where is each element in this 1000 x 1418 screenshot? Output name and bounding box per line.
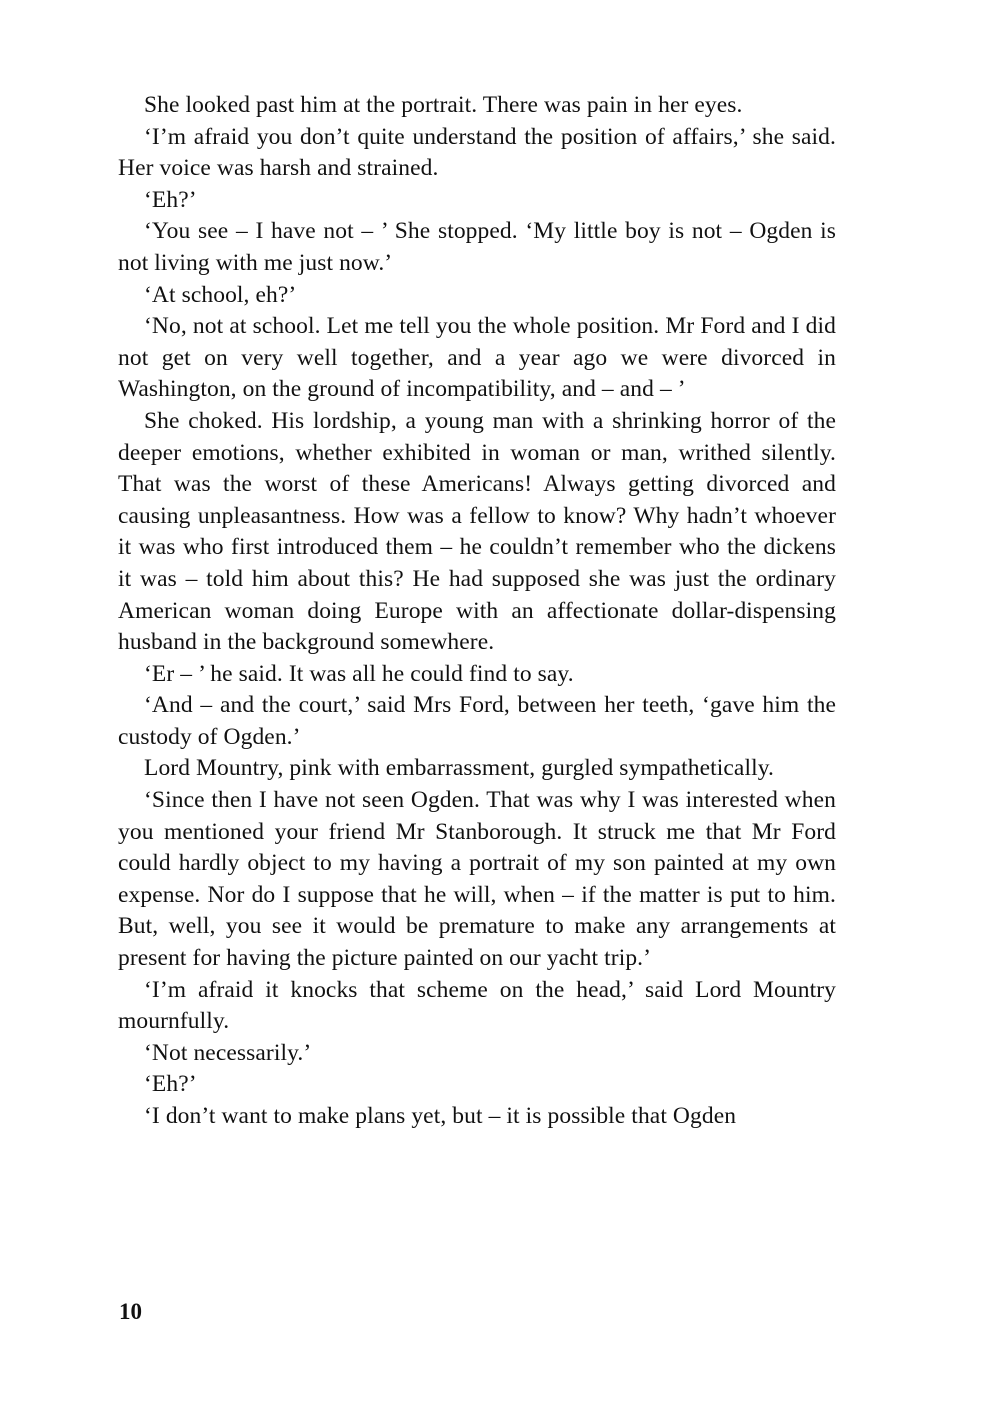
paragraph-7: She choked. His lordship, a young man with a shrinking horror of the deeper emotions, whether exhibited in woman or man, writhed silently. That was the worst of these Americans! Always getting divorced and causing unpleasantness. How was a fellow to know? Why hadn’t whoever it was who first introduced them – he couldn’t remember who the dickens it was – told him about this? He had supposed she was just the ordinary American woman doing Europe with an affectionate dollar-dispensing husband in the background somewhere. (118, 407, 836, 656)
paragraph-8: ‘Er – ’ he said. It was all he could find to say. (144, 660, 574, 687)
paragraph-12: ‘I’m afraid it knocks that scheme on the head,’ said Lord Mountry mournfully. (118, 976, 836, 1035)
paragraph-4: ‘You see – I have not – ’ She stopped. ‘My little boy is not – Ogden is not living with me just now.’ (118, 218, 836, 276)
paragraph-9: ‘And – and the court,’ said Mrs Ford, between her teeth, ‘gave him the custody of Ogden.’ (118, 692, 836, 750)
paragraph-10: Lord Mountry, pink with embarrassment, gurgled sympathetically. (144, 755, 775, 782)
paragraph-2: ‘I’m afraid you don’t quite understand the position of affairs,’ she said. Her voice was harsh and strained. (118, 123, 836, 182)
paragraph-15: ‘I don’t want to make plans yet, but – it is possible that Ogden (144, 1103, 737, 1129)
paragraph-13: ‘Not necessarily.’ (144, 1039, 312, 1066)
paragraph-1: She looked past him at the portrait. There was pain in her eyes. (144, 92, 743, 118)
paragraph-6: ‘No, not at school. Let me tell you the whole position. Mr Ford and I did not get on very well together, and a year ago we were divorced in Washington, on the ground of incompatibility, and – and – ’ (118, 313, 836, 403)
book-page-text (118, 90, 836, 1133)
page-number: 10 (119, 1299, 142, 1324)
paragraph-5: ‘At school, eh?’ (144, 281, 297, 308)
paragraph-11: ‘Since then I have not seen Ogden. That was why I was interested when you mentioned your friend Mr Stanborough. It struck me that Mr Ford could hardly object to my having a portrait of my son painted at my own expense. Nor do I suppose that he will, when – if the matter is put to him. But, well, you see it would be premature to make any arrangements at present for having the picture painted on our yacht trip.’ (118, 787, 836, 972)
paragraph-3: ‘Eh?’ (144, 186, 197, 213)
paragraph-14: ‘Eh?’ (144, 1071, 197, 1098)
